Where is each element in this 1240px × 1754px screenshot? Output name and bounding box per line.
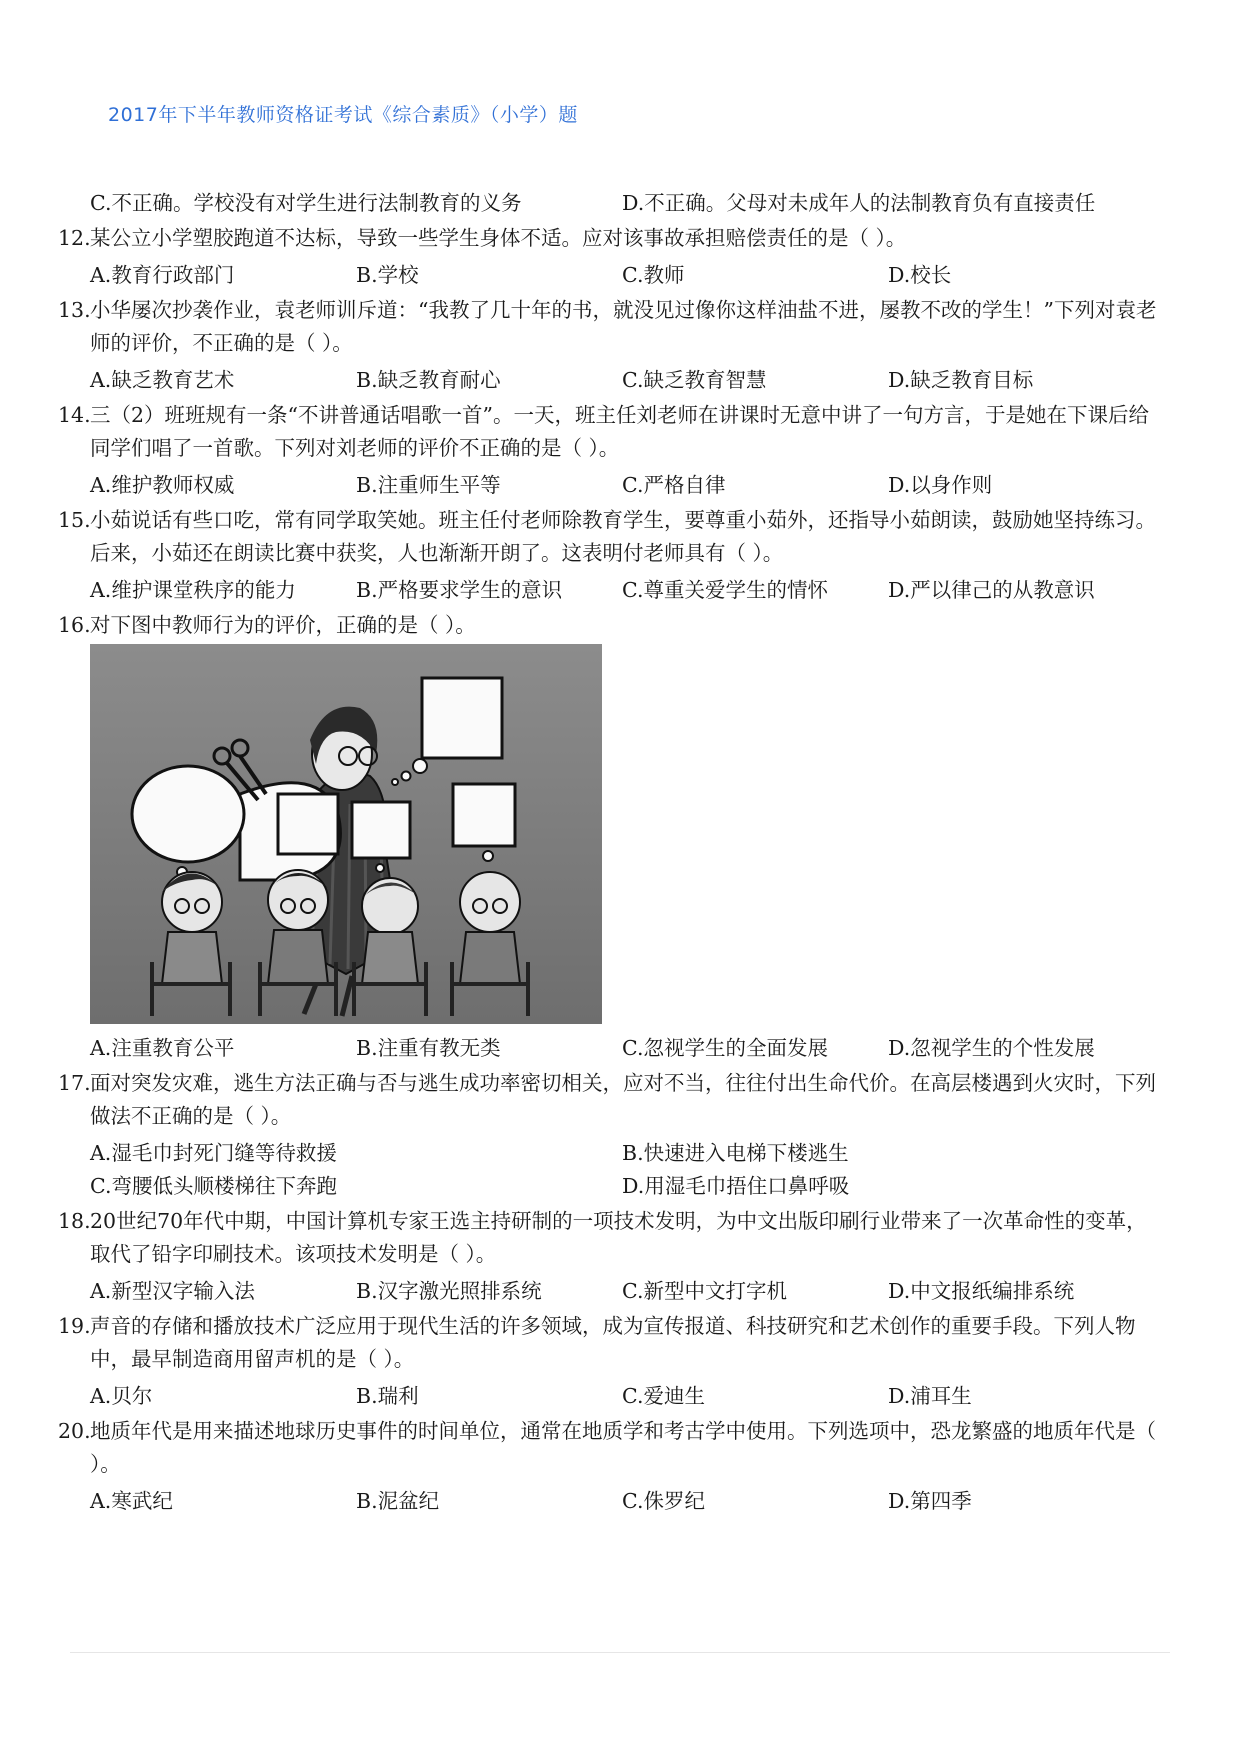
option-c: C.侏罗纪 xyxy=(622,1489,705,1513)
question-text: 地质年代是用来描述地球历史事件的时间单位，通常在地质学和考古学中使用。下列选项中，恐龙繁盛的地质年代是（ ）。 xyxy=(90,1419,1156,1476)
question-17 xyxy=(58,1067,1158,1133)
question-13 xyxy=(58,294,1158,360)
question-text: 声音的存储和播放技术广泛应用于现代生活的许多领域，成为宣传报道、科技研究和艺术创作的重要手段。下列人物中，最早制造商用留声机的是（ ）。 xyxy=(90,1314,1136,1371)
question-17-options xyxy=(90,1137,1158,1203)
question-text: 20世纪70年代中期，中国计算机专家王选主持研制的一项技术发明，为中文出版印刷行业带来了一次革命性的变革，取代了铅字印刷技术。该项技术发明是（ ）。 xyxy=(90,1209,1147,1266)
option-a: A.注重教育公平 xyxy=(90,1036,235,1060)
option-c: C.忽视学生的全面发展 xyxy=(622,1036,828,1060)
question-19-options xyxy=(90,1380,1158,1413)
question-14-options xyxy=(90,469,1158,502)
teacher-cartoon-illustration xyxy=(90,644,602,1024)
question-15-options xyxy=(90,574,1158,607)
option-a: A.缺乏教育艺术 xyxy=(90,368,235,392)
question-list xyxy=(58,187,1158,1520)
question-number: 16. xyxy=(58,613,91,637)
option-a: A.维护教师权威 xyxy=(90,473,235,497)
question-16 xyxy=(58,609,1158,642)
question-text: 小茹说话有些口吃，常有同学取笑她。班主任付老师除教育学生，要尊重小茹外，还指导小茹朗读，鼓励她坚持练习。后来，小茹还在朗读比赛中获奖，人也渐渐开朗了。这表明付老师具有（ ）。 xyxy=(90,508,1156,565)
option-c: C.严格自律 xyxy=(622,473,726,497)
question-number: 18. xyxy=(58,1209,91,1233)
option-c: C.新型中文打字机 xyxy=(622,1279,787,1303)
question-18-options xyxy=(90,1275,1158,1308)
question-text: 三（2）班班规有一条“不讲普通话唱歌一首”。一天，班主任刘老师在讲课时无意中讲了一句方言，于是她在下课后给同学们唱了一首歌。下列对刘老师的评价不正确的是（ ）。 xyxy=(90,403,1150,460)
question-number: 12. xyxy=(58,226,91,250)
question-13-options xyxy=(90,364,1158,397)
question-16-options xyxy=(90,1032,1158,1065)
question-18 xyxy=(58,1205,1158,1271)
prev-question-options xyxy=(90,187,1158,220)
option-a: A.新型汉字输入法 xyxy=(90,1279,255,1303)
question-15 xyxy=(58,504,1158,570)
option-b: B.缺乏教育耐心 xyxy=(356,368,501,392)
option-d: D.缺乏教育目标 xyxy=(888,368,1034,392)
option-b: B.学校 xyxy=(356,263,419,287)
question-14 xyxy=(58,399,1158,465)
option-a: A.贝尔 xyxy=(90,1384,153,1408)
option-c: C.爱迪生 xyxy=(622,1384,705,1408)
question-19 xyxy=(58,1310,1158,1376)
option-d: D.第四季 xyxy=(888,1489,972,1513)
option-c: C.弯腰低头顺楼梯往下奔跑 xyxy=(90,1174,337,1198)
option-b: B.瑞利 xyxy=(356,1384,419,1408)
option-a: A.教育行政部门 xyxy=(90,263,235,287)
question-12 xyxy=(58,222,1158,255)
question-number: 14. xyxy=(58,403,91,427)
option-b: B.严格要求学生的意识 xyxy=(356,578,563,602)
option-b: B.泥盆纪 xyxy=(356,1489,440,1513)
option-d: D.校长 xyxy=(888,263,952,287)
option-b: B.汉字激光照排系统 xyxy=(356,1279,542,1303)
option-d: D.用湿毛巾捂住口鼻呼吸 xyxy=(622,1174,850,1198)
option-d: D.不正确。父母对未成年人的法制教育负有直接责任 xyxy=(622,191,1096,215)
question-text: 对下图中教师行为的评价，正确的是（ ）。 xyxy=(90,613,476,637)
option-a: A.维护课堂秩序的能力 xyxy=(90,578,296,602)
option-c: C.教师 xyxy=(622,263,685,287)
question-text: 小华屡次抄袭作业，袁老师训斥道：“我教了几十年的书，就没见过像你这样油盐不进，屡教不改的学生！”下列对袁老师的评价，不正确的是（ ）。 xyxy=(90,298,1157,355)
option-d: D.忽视学生的个性发展 xyxy=(888,1036,1095,1060)
option-d: D.浦耳生 xyxy=(888,1384,972,1408)
option-b: B.注重师生平等 xyxy=(356,473,501,497)
question-12-options xyxy=(90,259,1158,292)
question-text: 某公立小学塑胶跑道不达标，导致一些学生身体不适。应对该事故承担赔偿责任的是（ ）。 xyxy=(90,226,907,250)
option-a: A.寒武纪 xyxy=(90,1489,173,1513)
question-20 xyxy=(58,1415,1158,1481)
option-a: A.湿毛巾封死门缝等待救援 xyxy=(90,1141,337,1165)
option-c: C.不正确。学校没有对学生进行法制教育的义务 xyxy=(90,191,522,215)
option-c: C.缺乏教育智慧 xyxy=(622,368,767,392)
question-number: 13. xyxy=(58,298,91,322)
question-text: 面对突发灾难，逃生方法正确与否与逃生成功率密切相关，应对不当，往往付出生命代价。在高层楼遇到火灾时，下列做法不正确的是（ ）。 xyxy=(90,1071,1156,1128)
option-c: C.尊重关爱学生的情怀 xyxy=(622,578,828,602)
option-d: D.严以律己的从教意识 xyxy=(888,578,1095,602)
page-header-title: 2017年下半年教师资格证考试《综合素质》（小学）题 xyxy=(108,104,578,126)
question-number: 17. xyxy=(58,1071,91,1095)
option-d: D.以身作则 xyxy=(888,473,993,497)
option-b: B.快速进入电梯下楼逃生 xyxy=(622,1141,849,1165)
question-number: 20. xyxy=(58,1419,91,1443)
option-d: D.中文报纸编排系统 xyxy=(888,1279,1075,1303)
question-number: 19. xyxy=(58,1314,91,1338)
footer-divider xyxy=(70,1652,1170,1653)
question-20-options xyxy=(90,1485,1158,1518)
option-b: B.注重有教无类 xyxy=(356,1036,501,1060)
question-number: 15. xyxy=(58,508,91,532)
